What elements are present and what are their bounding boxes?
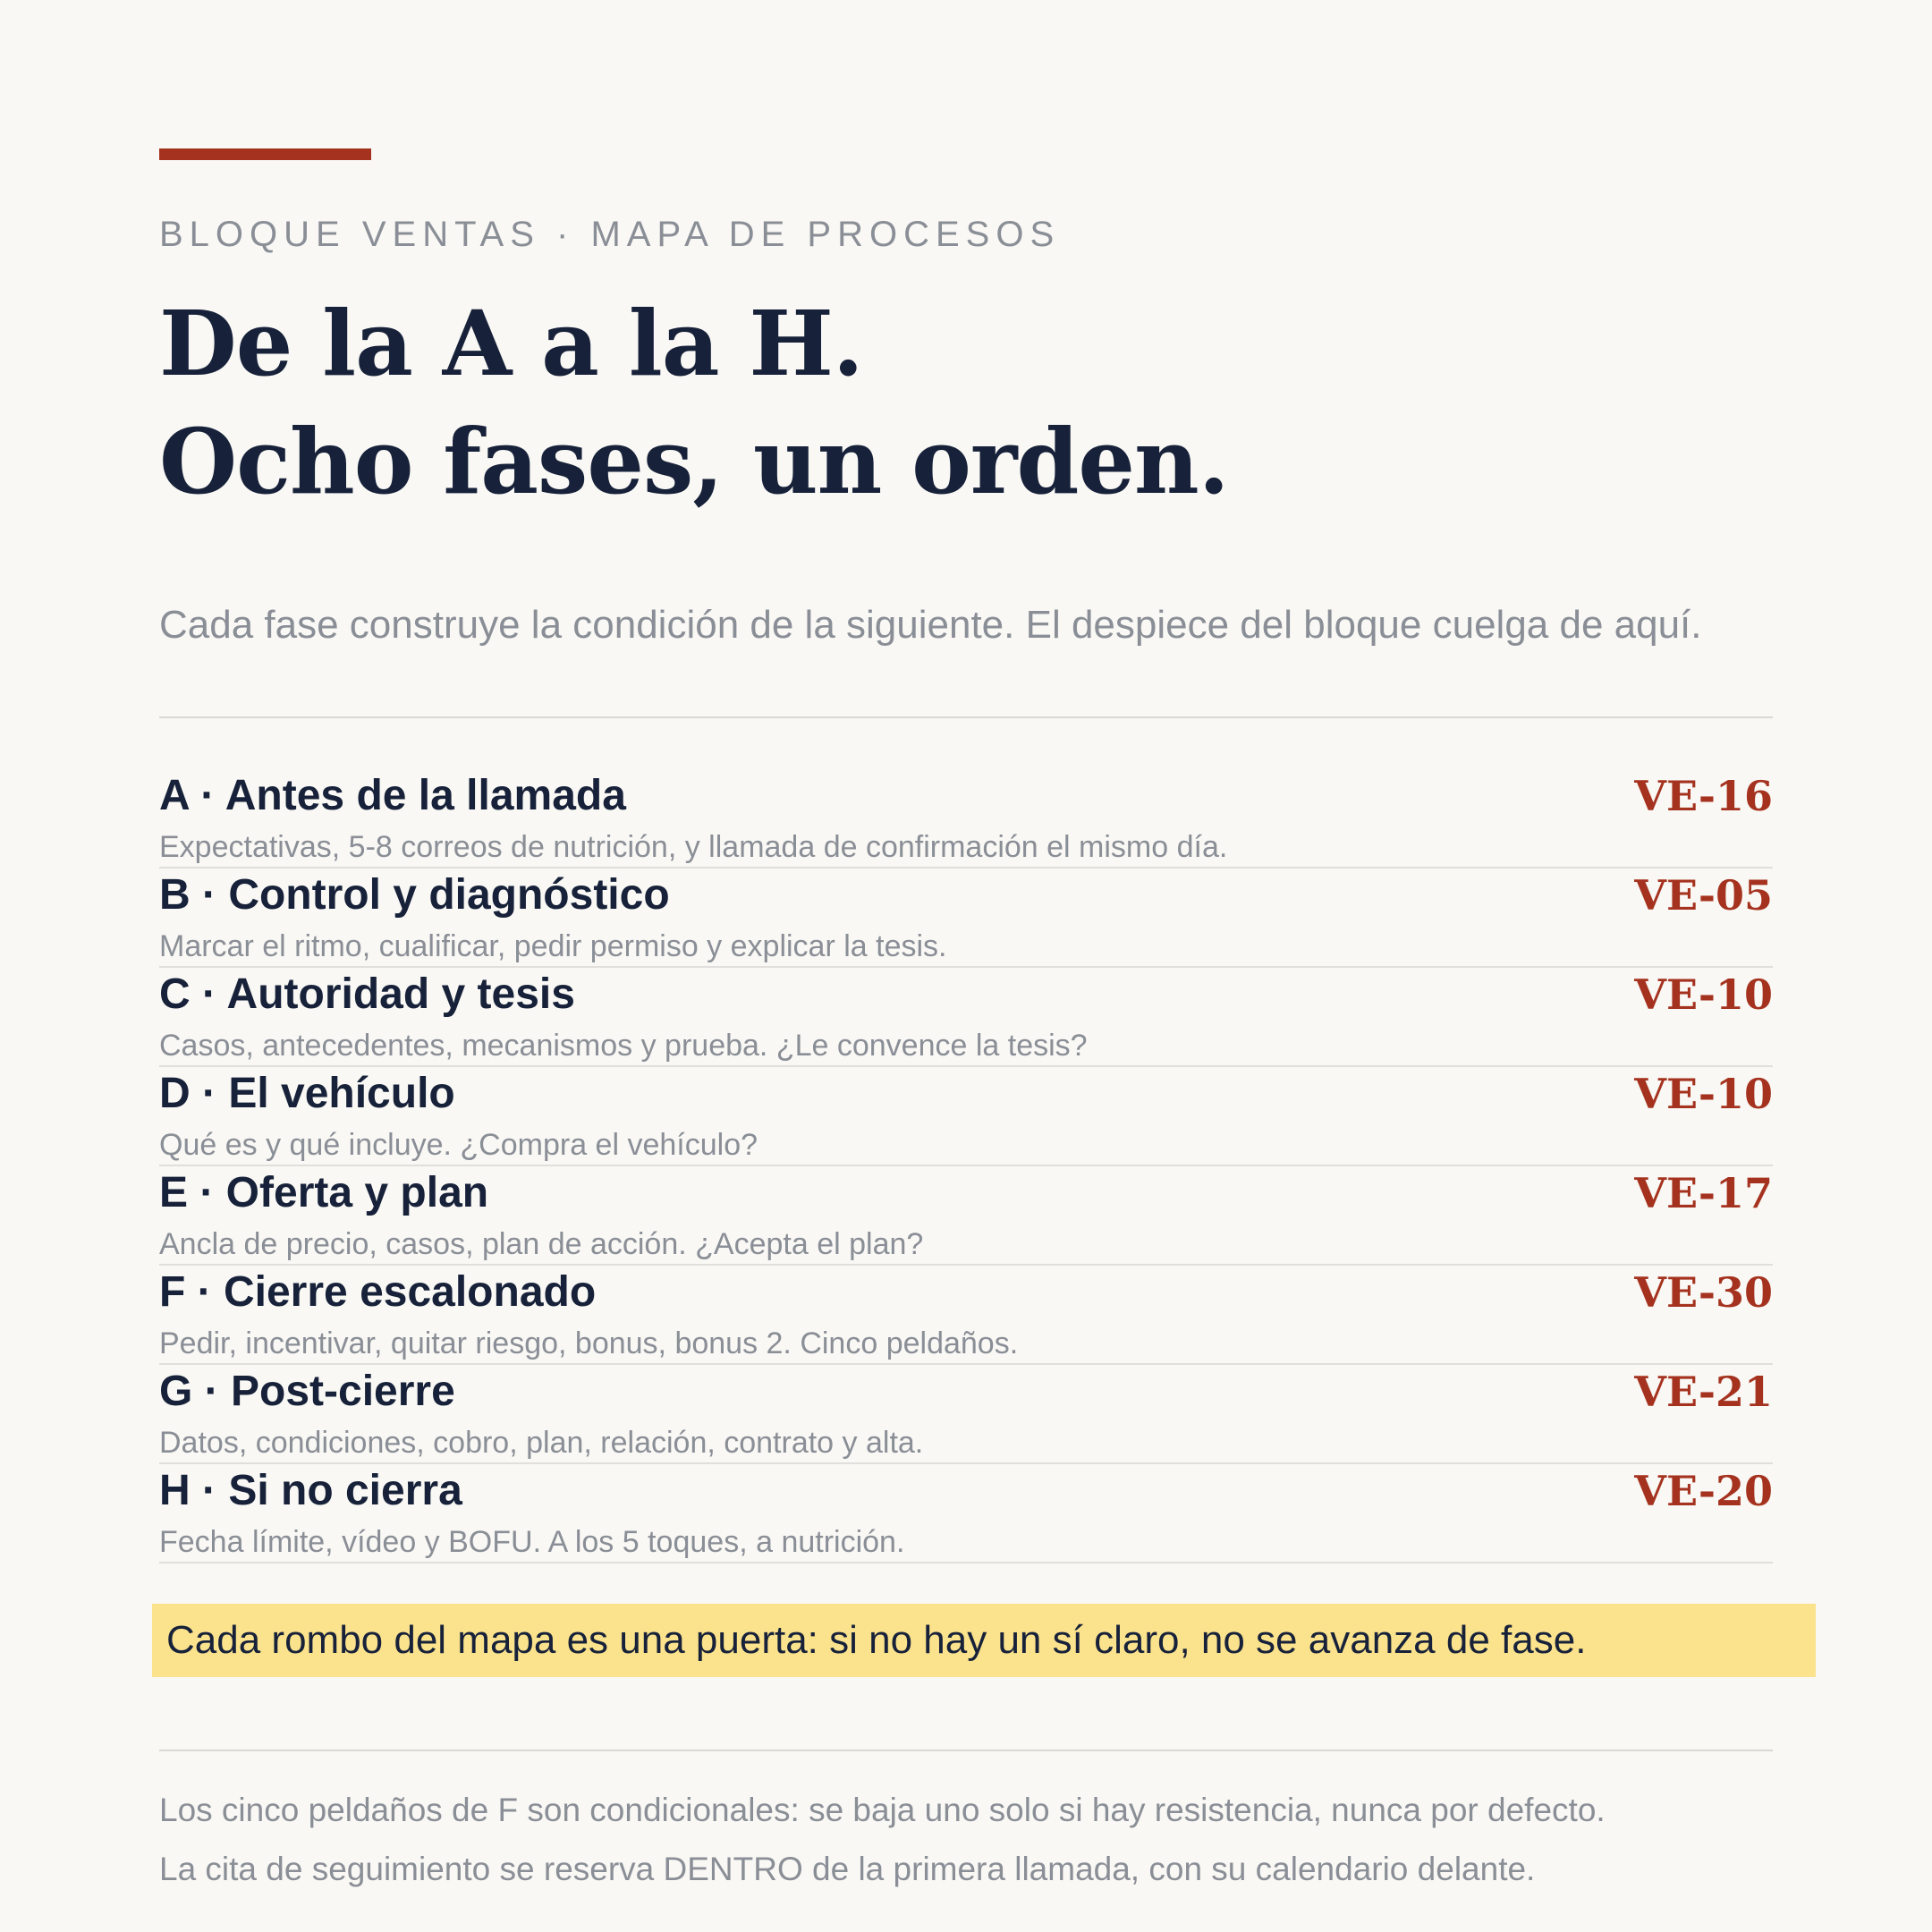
footnote-2: La cita de seguimiento se reserva DENTRO de la primera llamada, con su calendario delante. [159, 1851, 1536, 1887]
footnote-1: Los cinco peldaños de F son condicionales: se baja uno solo si hay resistencia, nunca por defecto. [159, 1792, 1606, 1828]
phase-name: F · Cierre escalonado [159, 1268, 597, 1316]
phase-name: H · Si no cierra [159, 1467, 462, 1514]
phase-code: VE-17 [1634, 1169, 1773, 1217]
phase-item-c [159, 968, 1773, 1067]
phase-item-a [159, 769, 1773, 869]
phase-description: Casos, antecedentes, mecanismos y prueba. ¿Le convence la tesis? [159, 1029, 1088, 1063]
phase-description: Expectativas, 5-8 correos de nutrición, y llamada de confirmación el mismo día. [159, 830, 1228, 864]
phase-code: VE-21 [1634, 1368, 1773, 1416]
phase-code: VE-16 [1634, 772, 1773, 820]
phase-item-f [159, 1266, 1773, 1365]
bottom-divider [159, 1750, 1773, 1751]
phase-name: E · Oferta y plan [159, 1169, 489, 1216]
phase-description: Datos, condiciones, cobro, plan, relación, contrato y alta. [159, 1426, 924, 1460]
phase-code: VE-30 [1634, 1268, 1773, 1317]
callout-highlight [152, 1604, 1816, 1677]
phase-code: VE-05 [1634, 871, 1773, 919]
title-line-2: Ocho fases, un orden. [159, 409, 1229, 514]
phase-code: VE-10 [1634, 1070, 1773, 1118]
phase-description: Pedir, incentivar, quitar riesgo, bonus, bonus 2. Cinco peldaños. [159, 1326, 1019, 1360]
phase-description: Qué es y qué incluye. ¿Compra el vehículo? [159, 1128, 758, 1162]
phase-item-e [159, 1166, 1773, 1266]
phase-code: VE-10 [1634, 970, 1773, 1019]
phase-description: Marcar el ritmo, cualificar, pedir permiso y explicar la tesis. [159, 929, 947, 963]
top-divider [159, 716, 1773, 718]
phase-item-g [159, 1365, 1773, 1464]
callout-text: Cada rombo del mapa es una puerta: si no hay un sí claro, no se avanza de fase. [166, 1618, 1587, 1662]
phase-description: Fecha límite, vídeo y BOFU. A los 5 toques, a nutrición. [159, 1525, 905, 1559]
phase-name: C · Autoridad y tesis [159, 970, 575, 1018]
eyebrow-label: BLOQUE VENTAS · MAPA DE PROCESOS [159, 215, 1061, 254]
title-line-1: De la A a la H. [159, 291, 863, 396]
page-title [159, 284, 1229, 521]
page-subtitle: Cada fase construye la condición de la siguiente. El despiece del bloque cuelga de aquí. [159, 603, 1702, 647]
phase-item-b [159, 869, 1773, 968]
phase-name: A · Antes de la llamada [159, 772, 626, 819]
phase-description: Ancla de precio, casos, plan de acción. ¿Acepta el plan? [159, 1227, 924, 1261]
phase-item-d [159, 1067, 1773, 1166]
phase-code: VE-20 [1634, 1467, 1773, 1515]
phase-name: G · Post-cierre [159, 1368, 455, 1415]
phase-name: B · Control y diagnóstico [159, 871, 670, 919]
phase-item-h [159, 1464, 1773, 1563]
accent-bar [159, 148, 371, 160]
phase-name: D · El vehículo [159, 1070, 455, 1117]
phase-list [159, 769, 1773, 1563]
